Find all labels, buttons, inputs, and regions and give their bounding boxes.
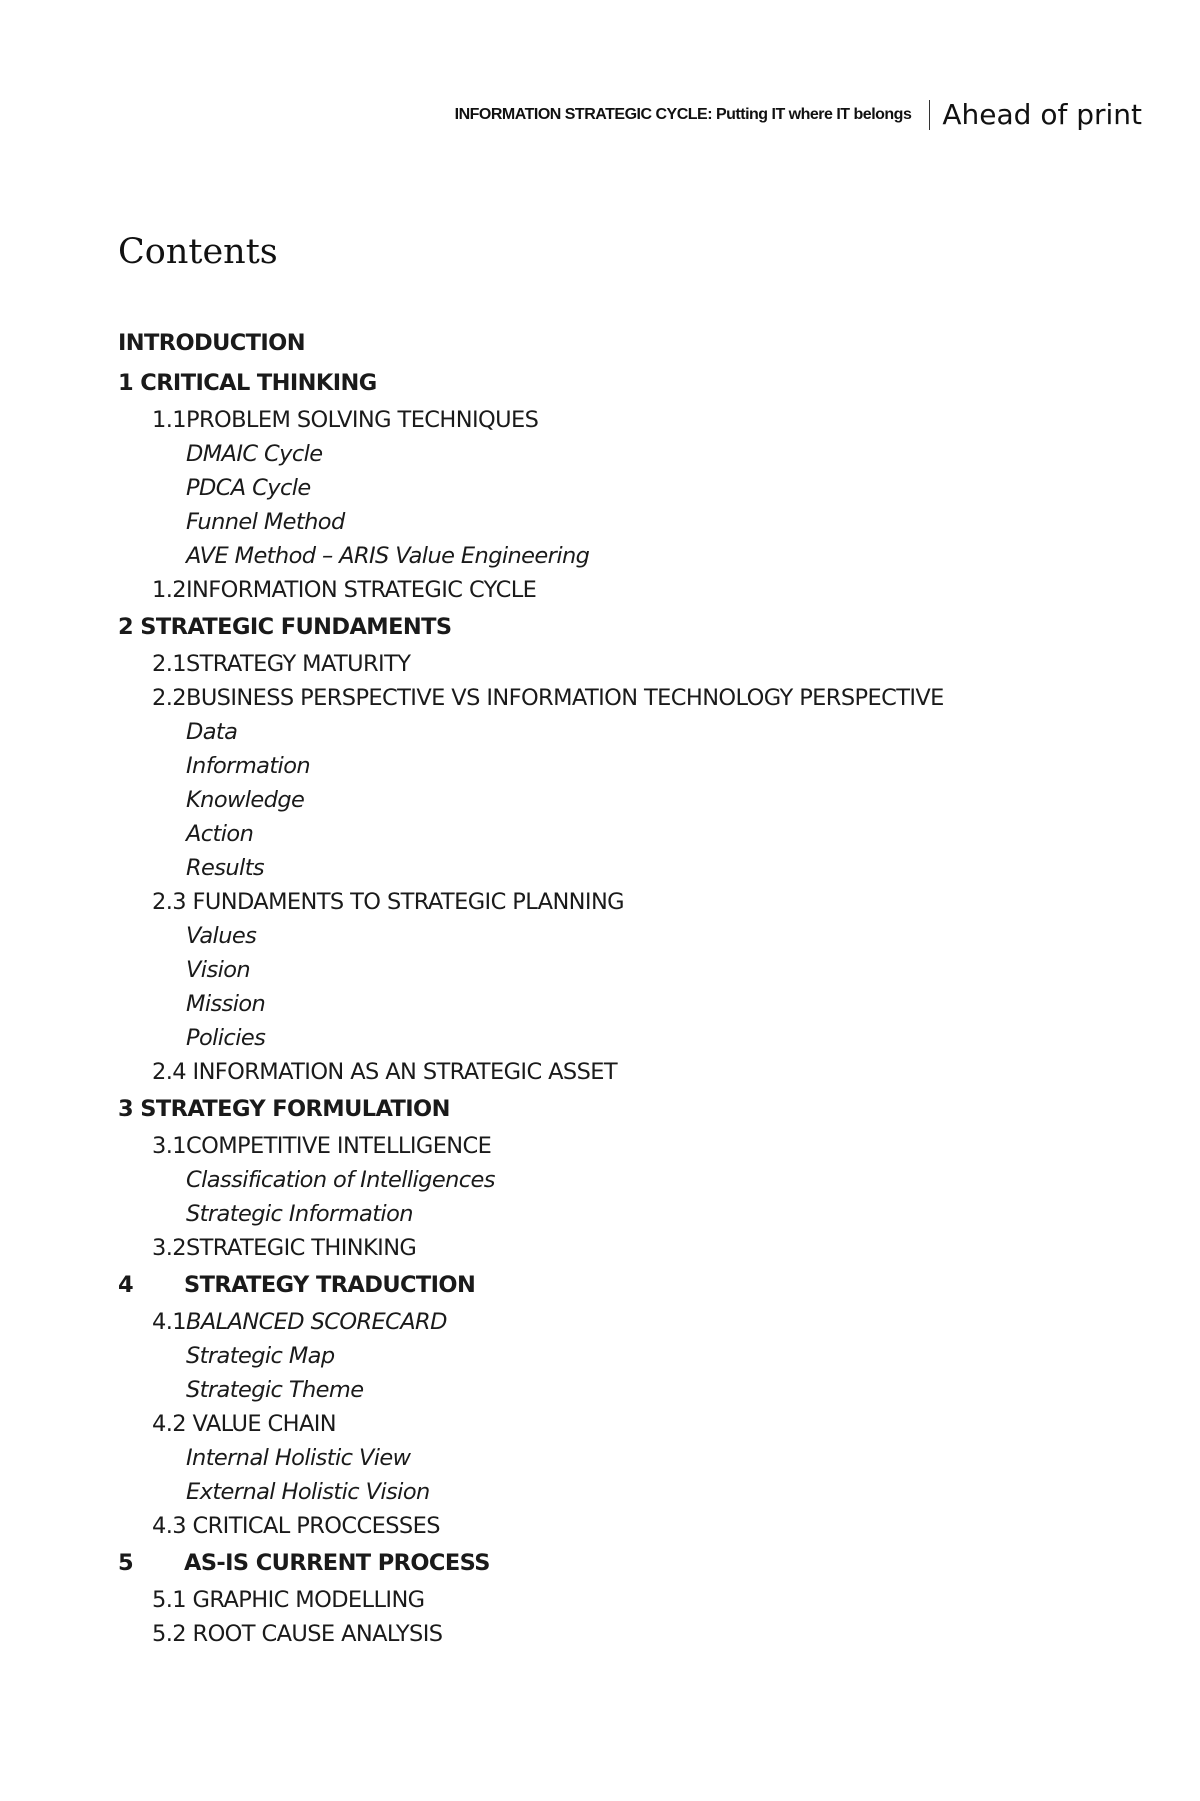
toc-subsection: External Holistic Vision <box>186 1479 430 1505</box>
toc-section-4-2: 4.2 VALUE CHAIN <box>152 1411 337 1437</box>
toc-section-4-1 <box>118 1305 1118 1339</box>
toc-section-2-3: 2.3 FUNDAMENTS TO STRATEGIC PLANNING <box>152 889 625 915</box>
toc-section-3-2: 3.2STRATEGIC THINKING <box>152 1235 417 1261</box>
table-of-contents <box>118 323 1118 1651</box>
toc-subsection: Strategic Map <box>186 1343 335 1369</box>
running-title: INFORMATION STRATEGIC CYCLE: Putting IT where IT belongs <box>454 105 912 123</box>
toc-chapter-2: 2 STRATEGIC FUNDAMENTS <box>118 614 452 640</box>
toc-subsection: Data <box>186 719 238 745</box>
toc-subsection: Results <box>186 855 265 881</box>
toc-subsection: DMAIC Cycle <box>186 441 323 467</box>
toc-section-number: 4.1 <box>152 1309 186 1335</box>
toc-subsection: Action <box>186 821 254 847</box>
toc-subsection: Knowledge <box>186 787 305 813</box>
toc-subsection: Vision <box>186 957 251 983</box>
toc-subsection: Classification of Intelligences <box>186 1167 495 1193</box>
toc-section-1-2: 1.2INFORMATION STRATEGIC CYCLE <box>152 577 537 603</box>
toc-section-5-2: 5.2 ROOT CAUSE ANALYSIS <box>152 1621 443 1647</box>
contents-title: Contents <box>118 232 278 272</box>
toc-section-1-1: 1.1PROBLEM SOLVING TECHNIQUES <box>152 407 539 433</box>
toc-section-2-2: 2.2BUSINESS PERSPECTIVE VS INFORMATION TECHNOLOGY PERSPECTIVE <box>152 685 944 711</box>
running-head <box>455 98 1142 131</box>
toc-section-title: BALANCED SCORECARD <box>185 1309 447 1335</box>
toc-subsection: Policies <box>186 1025 266 1051</box>
toc-chapter-title: AS-IS CURRENT PROCESS <box>184 1550 490 1576</box>
toc-chapter-1: 1 CRITICAL THINKING <box>118 370 377 396</box>
toc-subsection: Strategic Theme <box>186 1377 364 1403</box>
toc-subsection: Internal Holistic View <box>186 1445 411 1471</box>
toc-chapter-5 <box>118 1543 1118 1583</box>
toc-subsection: PDCA Cycle <box>186 475 311 501</box>
toc-chapter-title: STRATEGY TRADUCTION <box>184 1272 476 1298</box>
toc-subsection: Values <box>186 923 257 949</box>
toc-section-2-1: 2.1STRATEGY MATURITY <box>152 651 411 677</box>
toc-introduction: INTRODUCTION <box>118 330 305 356</box>
toc-section-3-1: 3.1COMPETITIVE INTELLIGENCE <box>152 1133 492 1159</box>
toc-subsection: Mission <box>186 991 266 1017</box>
toc-subsection: Strategic Information <box>186 1201 413 1227</box>
toc-chapter-4 <box>118 1265 1118 1305</box>
toc-section-2-4: 2.4 INFORMATION AS AN STRATEGIC ASSET <box>152 1059 618 1085</box>
ahead-of-print-label: Ahead of print <box>942 98 1142 131</box>
toc-chapter-3: 3 STRATEGY FORMULATION <box>118 1096 450 1122</box>
toc-subsection: Information <box>186 753 311 779</box>
toc-subsection: AVE Method – ARIS Value Engineering <box>186 543 590 569</box>
toc-subsection: Funnel Method <box>186 509 345 535</box>
toc-section-5-1: 5.1 GRAPHIC MODELLING <box>152 1587 425 1613</box>
toc-chapter-number: 4 <box>118 1272 134 1298</box>
header-divider <box>929 100 930 130</box>
toc-section-4-3: 4.3 CRITICAL PROCCESSES <box>152 1513 440 1539</box>
toc-chapter-number: 5 <box>118 1550 134 1576</box>
